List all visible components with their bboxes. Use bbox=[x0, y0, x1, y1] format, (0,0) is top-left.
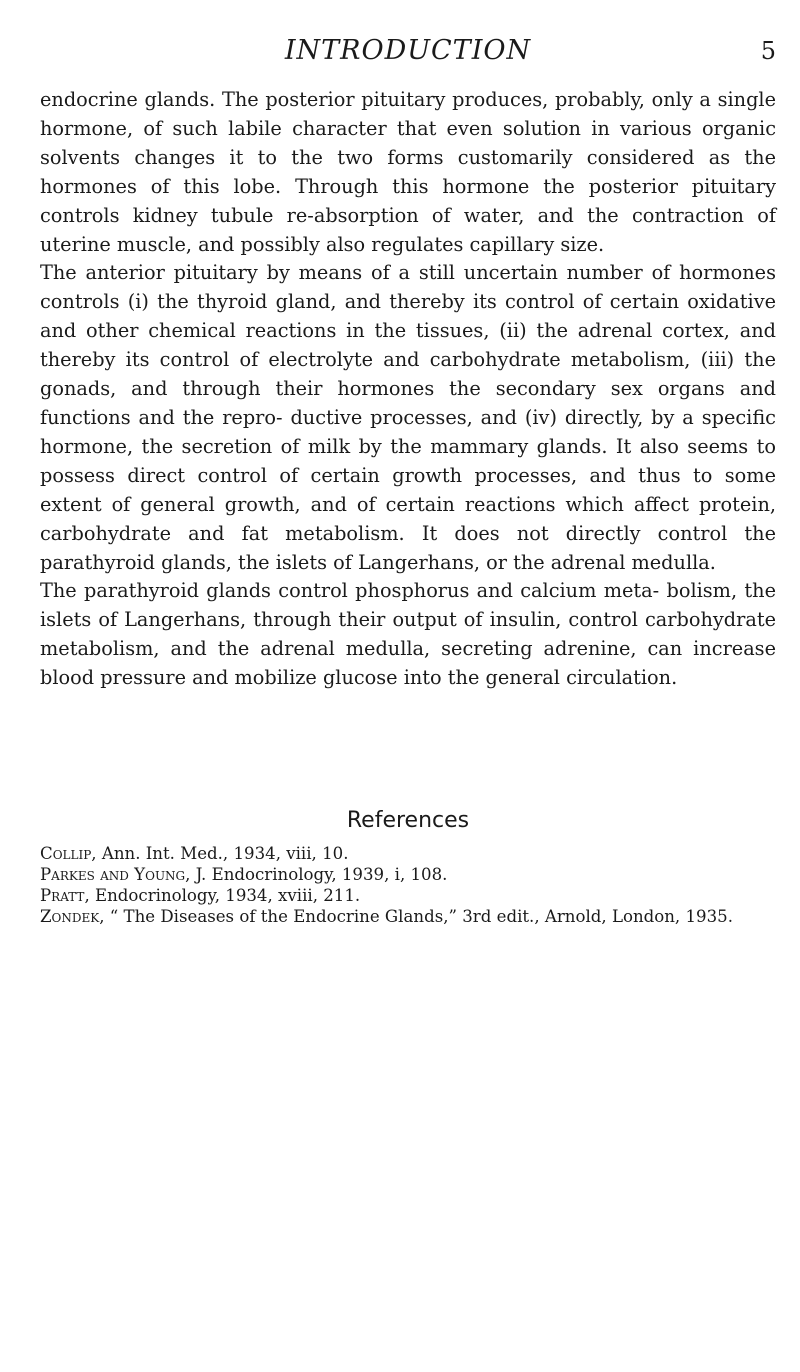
reference-author: Collip bbox=[40, 844, 92, 863]
page-number: 5 bbox=[760, 37, 776, 65]
body-text bbox=[40, 86, 776, 693]
references-list bbox=[40, 843, 776, 927]
reference-citation: , Endocrinology, 1934, xviii, 211. bbox=[84, 886, 361, 905]
reference-author: Pratt bbox=[40, 886, 85, 905]
references-heading: References bbox=[346, 808, 470, 833]
paragraph-posterior-pituitary: endocrine glands. The posterior pituitary produces, probably, only a single hormone, of such labile character that even solution in various organic solvents changes it to the two forms customarily considered as the hormones of this lobe. Through this hormone the posterior pituitary controls kidney tubule re-absorption of water, and the contraction of uterine muscle, and possibly also regulates capillary size. bbox=[40, 88, 776, 256]
reference-citation: Endocrinology, 1939, i, 108. bbox=[206, 865, 448, 884]
reference-citation: , “ The Diseases of the Endocrine Glands,” 3rd edit., Arnold, London, 1935. bbox=[99, 907, 733, 926]
reference-item bbox=[40, 906, 776, 927]
running-head bbox=[40, 34, 776, 68]
reference-item bbox=[40, 864, 776, 885]
paragraph-parathyroid: The parathyroid glands control phosphorus and calcium meta- bolism, the islets of Langerhans, through their output of insulin, control carbohydrate metabolism, and the adrenal medulla, secreting adrenine, can increase blood pressure and mobilize glucose into the general circulation. bbox=[40, 579, 776, 690]
reference-author: Zondek bbox=[40, 907, 100, 926]
reference-item bbox=[40, 843, 776, 864]
running-title: INTRODUCTION bbox=[284, 35, 532, 66]
paragraph-anterior-pituitary: The anterior pituitary by means of a still uncertain number of hormones controls (i) the thyroid gland, and thereby its control of certain oxidative and other chemical reactions in the tissues, (ii) the adrenal cortex, and thereby its control of electrolyte and carbohydrate metabolism, (iii) the gonads, and through their hormones the secondary sex organs and functions and the repro- ductive processes, and (iv) directly, by a specific hormone, the secretion of milk by the mammary glands. It also seems to possess direct control of certain growth processes, and thus to some extent of general growth, and of certain reactions which affect protein, carbohydrate and fat metabolism. It does not directly control the parathyroid glands, the islets of Langerhans, or the adrenal medulla. bbox=[40, 261, 776, 574]
reference-citation: , Ann. Int. Med., 1934, viii, 10. bbox=[91, 844, 349, 863]
reference-item bbox=[40, 885, 776, 906]
reference-author: Parkes and Young, J. bbox=[40, 865, 207, 884]
